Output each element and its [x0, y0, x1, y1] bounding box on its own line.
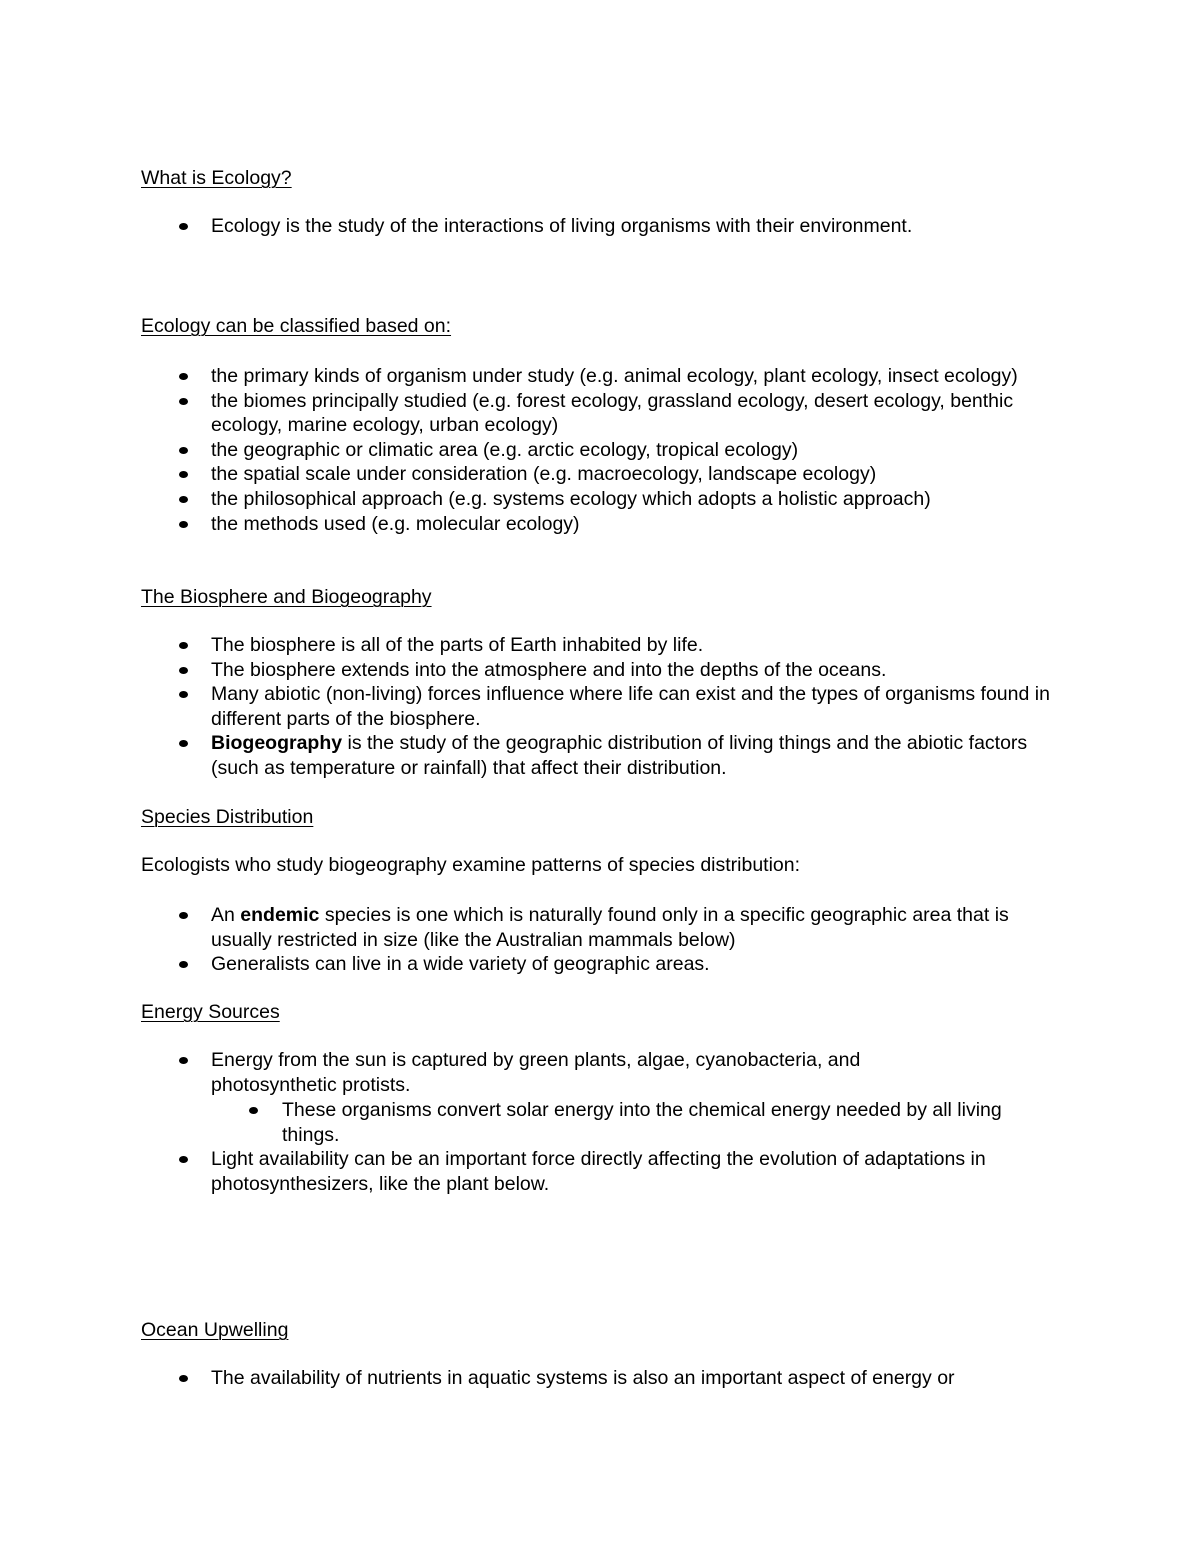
list-item: the philosophical approach (e.g. systems ecology which adopts a holistic approach): [211, 487, 1051, 512]
heading-biosphere: The Biosphere and Biogeography: [141, 586, 432, 608]
list-item: the methods used (e.g. molecular ecology): [211, 512, 1051, 537]
list-item: Light availability can be an important force directly affecting the evolution of adaptations in photosynthesizers, like the plant below.: [211, 1147, 1056, 1196]
list-item: The availability of nutrients in aquatic systems is also an important aspect of energy or: [211, 1366, 1111, 1391]
heading-species-distribution: Species Distribution: [141, 806, 314, 828]
heading-energy-sources: Energy Sources: [141, 1001, 280, 1023]
list-item: [211, 731, 1071, 780]
list-item: The biosphere extends into the atmosphere and into the depths of the oceans.: [211, 658, 1071, 683]
species-intro: Ecologists who study biogeography examine patterns of species distribution:: [141, 854, 801, 876]
list-energy-1: [211, 1048, 941, 1097]
list-item: the spatial scale under consideration (e.g. macroecology, landscape ecology): [211, 462, 1051, 487]
list-item: Many abiotic (non-living) forces influence where life can exist and the types of organisms found in different parts of the biosphere.: [211, 682, 1071, 731]
term-endemic: endemic: [240, 904, 320, 926]
endemic-prefix: An: [211, 904, 241, 926]
term-biogeography: Biogeography: [211, 732, 343, 755]
heading-classified: Ecology can be classified based on:: [141, 315, 452, 337]
list-item: [211, 903, 1051, 952]
list-species: [211, 903, 1051, 977]
list-what-is-ecology: [211, 214, 1071, 239]
heading-what-is-ecology: What is Ecology?: [141, 167, 292, 189]
list-classified: [211, 364, 1051, 536]
list-item: The biosphere is all of the parts of Earth inhabited by life.: [211, 633, 1071, 658]
list-energy-2: [211, 1147, 1056, 1196]
list-item: the biomes principally studied (e.g. forest ecology, grassland ecology, desert ecology, benthic ecology, marine ecology, urban ecology): [211, 389, 1051, 438]
list-energy-sub: [282, 1098, 1042, 1147]
heading-ocean-upwelling: Ocean Upwelling: [141, 1319, 289, 1341]
list-item: Generalists can live in a wide variety of geographic areas.: [211, 952, 1051, 977]
list-item: Ecology is the study of the interactions of living organisms with their environment.: [211, 214, 1071, 239]
endemic-definition: species is one which is naturally found only in a specific geographic area that is usually restricted in size (like the Australian mammals below): [211, 904, 1009, 951]
sub-list-item: These organisms convert solar energy into the chemical energy needed by all living things.: [282, 1098, 1042, 1147]
list-item: the primary kinds of organism under study (e.g. animal ecology, plant ecology, insect ecology): [211, 364, 1051, 389]
list-biosphere: [211, 633, 1071, 781]
list-item: the geographic or climatic area (e.g. arctic ecology, tropical ecology): [211, 438, 1051, 463]
list-item: Energy from the sun is captured by green plants, algae, cyanobacteria, and photosynthetic protists.: [211, 1048, 941, 1097]
list-upwelling: [211, 1366, 1111, 1391]
biogeography-definition: is the study of the geographic distribution of living things and the abiotic factors (such as temperature or rainfall) that affect their distribution.: [211, 732, 1028, 779]
